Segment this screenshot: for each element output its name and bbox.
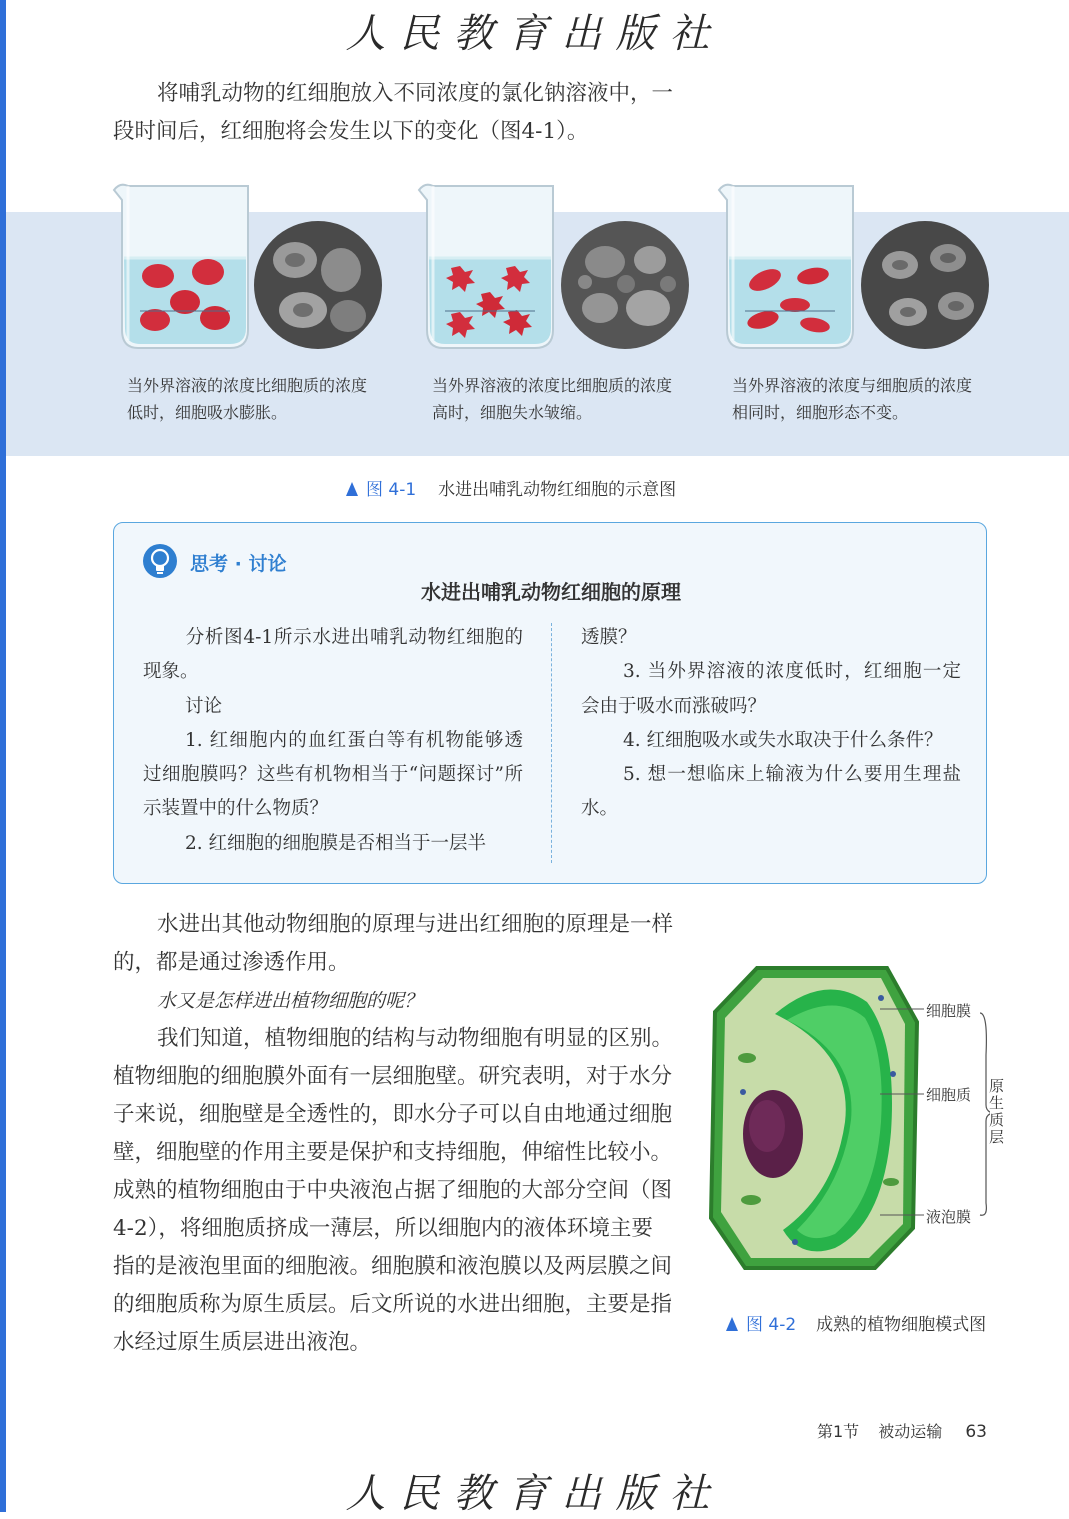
- footer-section: 第1节: [816, 1422, 860, 1441]
- figure-4-2-label: 图 4-2 成熟的植物细胞模式图: [726, 1310, 986, 1335]
- question-3: 3. 当外界溶液的浓度低时，红细胞一定会由于吸水而涨破吗？: [581, 661, 961, 717]
- micrograph-swollen-cells: [253, 220, 383, 350]
- beaker-isotonic-illustration: [715, 180, 860, 358]
- label-vacuole-membrane: 液泡膜: [926, 1208, 972, 1226]
- discussion-title: 水进出哺乳动物红细胞的原理: [421, 580, 681, 604]
- discussion-right-column: [581, 621, 961, 827]
- publisher-watermark-bottom: 人民教育出版社: [345, 1471, 724, 1517]
- intro-paragraph: 将哺乳动物的红细胞放入不同浓度的氯化钠溶液中，一段时间后，红细胞将会发生以下的变化（图4-1）。: [113, 81, 674, 144]
- discussion-header: 思考 · 讨论: [190, 553, 287, 575]
- footer-chapter: 被动运输: [878, 1422, 943, 1441]
- discussion-left-column: [143, 621, 523, 861]
- question-2-end: 透膜？: [581, 627, 637, 648]
- beaker-hypotonic-illustration: [110, 180, 255, 358]
- publisher-watermark-top: 人民教育出版社: [345, 11, 724, 57]
- triangle-marker-icon: [346, 482, 358, 496]
- body-paragraph-3: 我们知道，植物细胞的结构与动物细胞有明显的区别。植物细胞的细胞膜外面有一层细胞壁。研究表明，对于水分子来说，细胞壁是全透性的，即水分子可以自由地通过细胞壁，细胞壁的作用主要是保护和支持细胞，伸缩性比较小。成熟的植物细胞由于中央液泡占据了细胞的大部分空间（图4-2），将细胞质挤成一薄层，所以细胞内的液体环境主要指的是液泡里面的细胞液。细胞膜和液泡膜以及两层膜之间的细胞质称为原生质层。后文所说的水进出细胞，主要是指水经过原生质层进出液泡。: [113, 1026, 674, 1355]
- triangle-marker-icon: [726, 1317, 738, 1331]
- body-paragraph-1: 水进出其他动物细胞的原理与进出红细胞的原理是一样的，都是通过渗透作用。: [113, 912, 674, 975]
- label-protoplast-layer: 原生质层: [989, 1077, 1005, 1146]
- column-divider: [551, 623, 552, 863]
- figure-4-1-label: 图 4-1 水进出哺乳动物红细胞的示意图: [346, 475, 676, 500]
- question-4: 4. 红细胞吸水或失水取决于什么条件？: [623, 729, 943, 751]
- question-5: 5. 想一想临床上输液为什么要用生理盐水。: [581, 764, 961, 820]
- discussion-intro: 分析图4-1所示水进出哺乳动物红细胞的现象。: [143, 627, 523, 683]
- question-1: 1. 红细胞内的血红蛋白等有机物能够透过细胞膜吗？这些有机物相当于“问题探讨”所示装置中的什么物质？: [143, 729, 523, 820]
- figure-4-1-caption-3: 当外界溶液的浓度与细胞质的浓度相同时，细胞形态不变。: [732, 376, 973, 422]
- beaker-hypertonic-illustration: [415, 180, 560, 358]
- page-number: 63: [965, 1422, 987, 1442]
- plant-cell-leader-lines: [880, 995, 990, 1225]
- body-paragraph-2: 水又是怎样进出植物细胞的呢？: [157, 990, 424, 1012]
- figure-4-1-caption-1: 当外界溶液的浓度比细胞质的浓度低时，细胞吸水膨胀。: [127, 376, 368, 422]
- figure-4-1-caption-2: 当外界溶液的浓度比细胞质的浓度高时，细胞失水皱缩。: [432, 376, 673, 422]
- label-cell-membrane: 细胞膜: [926, 1002, 972, 1020]
- discussion-box: [113, 522, 987, 884]
- micrograph-shrunken-cells: [560, 220, 690, 350]
- lightbulb-icon: [142, 543, 178, 579]
- micrograph-normal-cells: [860, 220, 990, 350]
- page-footer: [803, 1419, 987, 1442]
- label-cytoplasm: 细胞质: [926, 1086, 972, 1104]
- question-2-start: 2. 红细胞的细胞膜是否相当于一层半: [185, 832, 487, 854]
- discussion-heading: 讨论: [185, 695, 223, 717]
- body-text: [113, 906, 673, 1362]
